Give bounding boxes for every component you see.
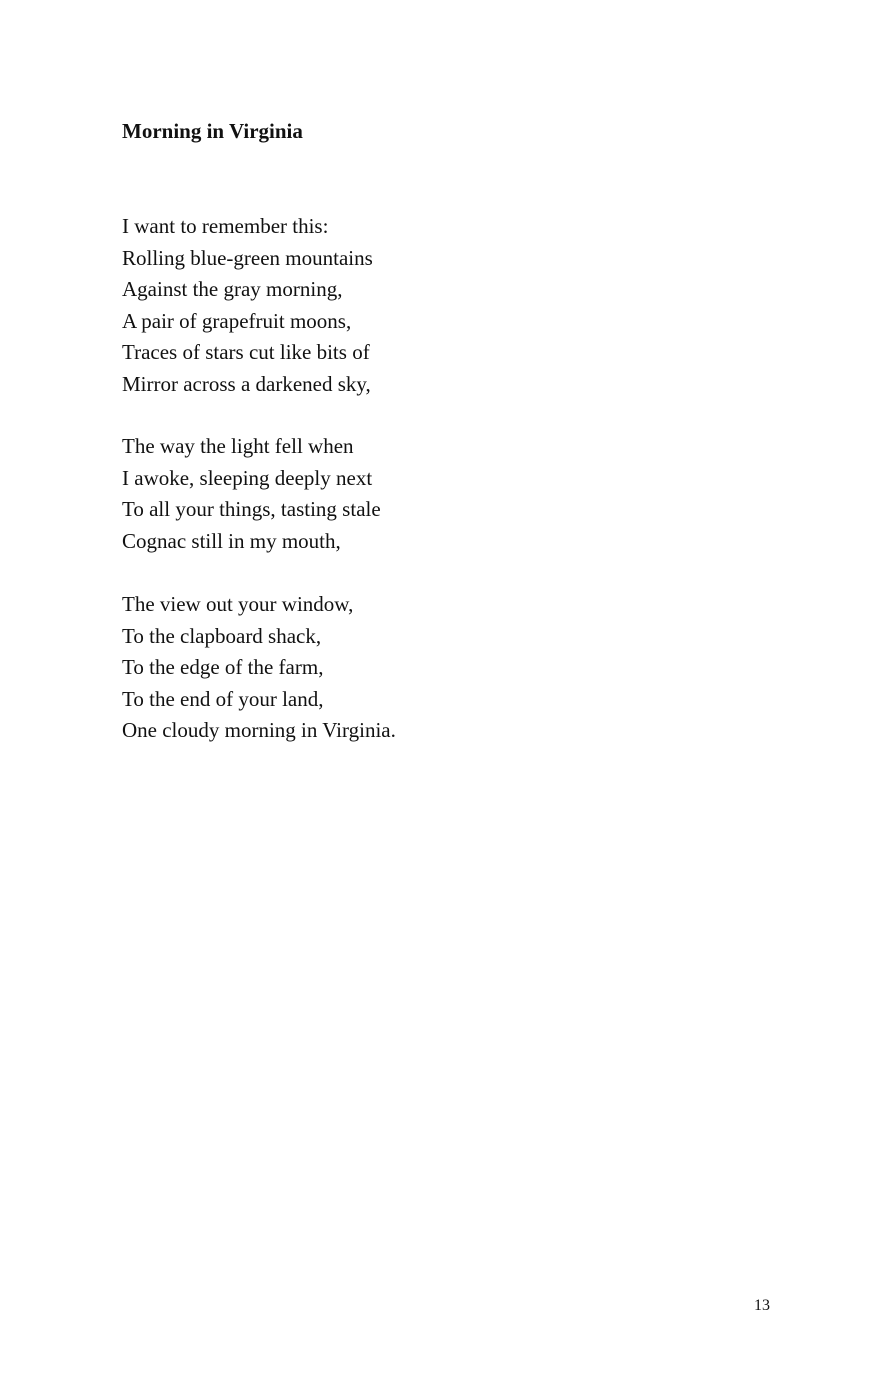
poem-line: To the end of your land, xyxy=(122,686,324,711)
poem-line: I awoke, sleeping deeply next xyxy=(122,465,373,490)
poem-line: I want to remember this: xyxy=(122,214,329,238)
stanza-3 xyxy=(122,589,396,747)
stanza-1 xyxy=(122,211,373,401)
poem-line: The view out your window, xyxy=(122,592,354,616)
poem-line: Against the gray morning, xyxy=(122,277,343,302)
poem-line: To the clapboard shack, xyxy=(122,623,322,648)
poem-line: One cloudy morning in Virginia. xyxy=(122,718,396,743)
poem-line: Traces of stars cut like bits of xyxy=(122,340,370,365)
poem-line: A pair of grapefruit moons, xyxy=(122,308,352,333)
poem-title: Morning in Virginia xyxy=(122,119,303,143)
poem-line: To the edge of the farm, xyxy=(122,655,324,680)
page-number: 13 xyxy=(754,1297,770,1314)
poem-line: The way the light fell when xyxy=(122,434,354,458)
poem-line: Cognac still in my mouth, xyxy=(122,528,341,553)
poem-line: To all your things, tasting stale xyxy=(122,497,381,522)
poem-line: Mirror across a darkened sky, xyxy=(122,371,371,396)
stanza-2 xyxy=(122,431,381,557)
poem-line: Rolling blue-green mountains xyxy=(122,245,373,270)
